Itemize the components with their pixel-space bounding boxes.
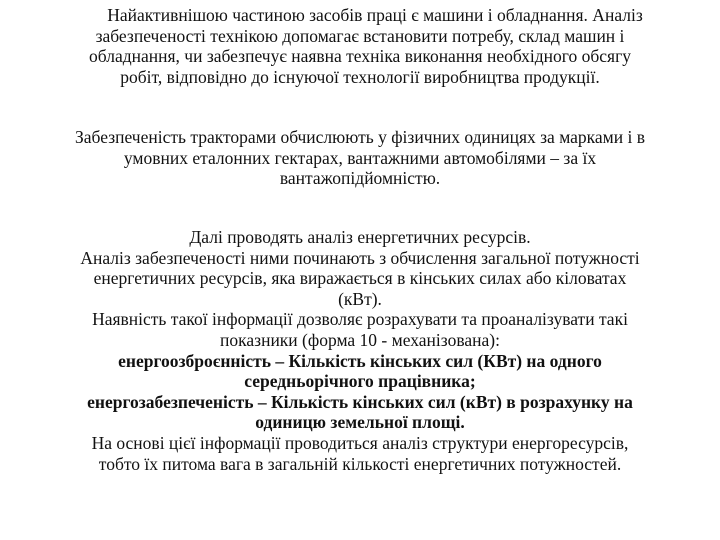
paragraph-energy-resources bbox=[34, 227, 686, 474]
definition-energy-provision: енергозабезпеченість – Кількість кінських сил (кВт) в розрахунку на bbox=[87, 391, 633, 412]
paragraph-tractor-provision bbox=[30, 127, 690, 189]
text-line: Наявність такої інформації дозволяє розрахувати та проаналізувати такі bbox=[92, 309, 628, 330]
text-line: вантажопідйомністю. bbox=[279, 168, 441, 189]
text-line: забезпеченості технікою допомагає встановити потребу, склад машин і bbox=[95, 25, 625, 46]
text-line: Далі проводять аналіз енергетичних ресурсів. bbox=[189, 227, 531, 247]
text-line: умовних еталонних гектарах, вантажними автомобілями – за їх bbox=[123, 147, 597, 168]
text-line: Найактивнішою частиною засобів праці є машини і обладнання. Аналіз bbox=[107, 5, 643, 25]
text-line: тобто їх питома вага в загальній кількості енергетичних потужностей. bbox=[98, 453, 622, 474]
text-line: показники (форма 10 - механізована): bbox=[220, 329, 500, 350]
definition-energy-armament-cont: середньорічного працівника; bbox=[244, 371, 476, 392]
text-line: На основі цієї інформації проводиться аналіз структури енергоресурсів, bbox=[91, 432, 629, 453]
text-line: енергетичних ресурсів, яка виражається в кінських силах або кіловатах bbox=[93, 268, 627, 289]
paragraph-machinery-analysis bbox=[30, 5, 690, 87]
text-line: (кВт). bbox=[338, 288, 382, 309]
text-line: Забезпеченість тракторами обчислюють у фізичних одиницях за марками і в bbox=[75, 127, 645, 147]
text-line: обладнання, чи забезпечує наявна техніка виконання необхідного обсягу bbox=[89, 46, 631, 67]
definition-energy-armament: енергоозброєнність – Кількість кінських сил (КВт) на одного bbox=[118, 350, 602, 371]
text-line: робіт, відповідно до існуючої технології виробництва продукції. bbox=[120, 66, 600, 87]
definition-energy-provision-cont: одиницю земельної площі. bbox=[255, 412, 465, 433]
text-line: Аналіз забезпеченості ними починають з обчислення загальної потужності bbox=[80, 247, 640, 268]
